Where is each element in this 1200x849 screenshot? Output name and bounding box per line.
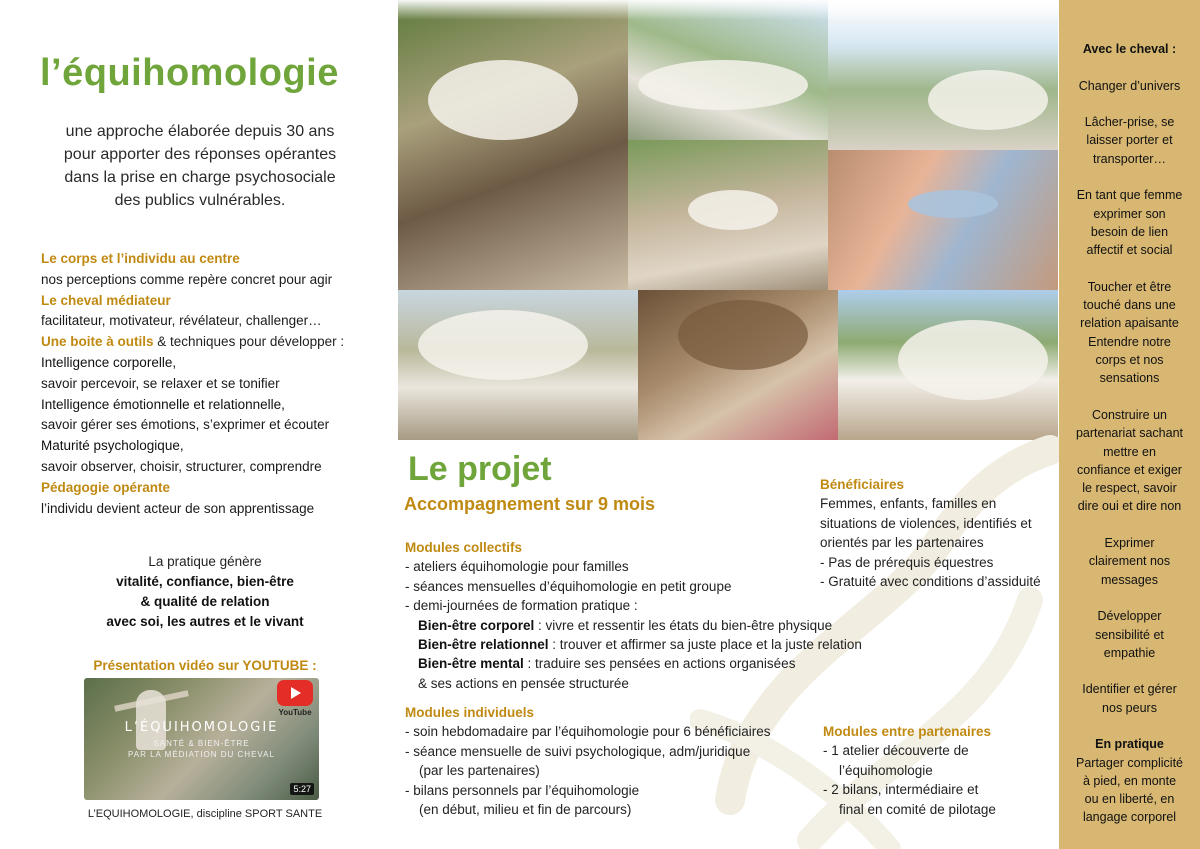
photo-woman-with-horse <box>398 0 628 290</box>
pratique-line: vitalité, confiance, bien-être <box>116 574 294 589</box>
list-item: final en comité de pilotage <box>839 801 996 817</box>
item-text: : trouver et affirmer sa juste place et la juste relation <box>548 637 862 653</box>
photo-group-walking <box>628 140 828 290</box>
sidebar-line: relation apaisante <box>1080 316 1179 331</box>
section-heading: Modules collectifs <box>405 540 523 555</box>
sidebar-line: Toucher et être <box>1087 279 1172 294</box>
sidebar-avec-le-cheval <box>1059 0 1200 849</box>
list-item: & ses actions en pensée structurée <box>418 675 629 691</box>
youtube-label: YouTube <box>278 708 312 717</box>
sidebar-line: messages <box>1101 572 1158 587</box>
sidebar-line: partenariat sachant <box>1075 426 1183 441</box>
list-item: situations de violences, identifiés et <box>820 515 1032 531</box>
list-item: - soin hebdomadaire par l’équihomologie pour 6 bénéficiaires <box>405 724 771 740</box>
sidebar-line: Changer d’univers <box>1078 78 1181 93</box>
sidebar-line: nos peurs <box>1102 700 1157 715</box>
collage-fade <box>398 0 1058 20</box>
photo-collage <box>398 0 1058 440</box>
projet-subtitle: Accompagnement sur 9 mois <box>404 494 656 514</box>
pratique-line: & qualité de relation <box>140 594 270 609</box>
page-title: l’équihomologie <box>40 52 339 94</box>
cheval-heading: Le cheval médiateur <box>41 292 171 308</box>
sidebar-line: exprimer son <box>1093 206 1166 221</box>
sidebar-line: laisser porter et <box>1086 133 1173 148</box>
list-item: - Pas de prérequis équestres <box>820 554 994 570</box>
intro-line: des publics vulnérables. <box>114 192 286 209</box>
modules-individuels <box>405 703 770 819</box>
sidebar-line: ou en liberté, en <box>1084 792 1175 807</box>
sidebar-line: touché dans une <box>1083 298 1176 313</box>
item-bold: Bien-être relationnel <box>418 637 549 653</box>
photo-blindfolded-woman <box>828 150 1058 290</box>
pratique-line: La pratique génère <box>148 554 262 569</box>
sidebar-line: clairement nos <box>1088 554 1171 569</box>
pratique-line: avec soi, les autres et le vivant <box>106 614 304 629</box>
photo-lying-on-horse <box>628 0 828 140</box>
ic-text: savoir percevoir, se relaxer et se tonifier <box>41 375 280 391</box>
principles-list <box>41 249 371 519</box>
youtube-play-icon <box>277 680 313 706</box>
intro-line: dans la prise en charge psychosociale <box>64 169 336 186</box>
sidebar-line: sensibilité et <box>1095 627 1164 642</box>
mp-heading: Maturité psychologique, <box>41 438 184 454</box>
mp-text: savoir observer, choisir, structurer, comprendre <box>41 458 322 474</box>
list-item: - bilans personnels par l’équihomologie <box>405 782 640 798</box>
video-title: L’ÉQUIHOMOLOGIE <box>124 720 279 735</box>
photo-rider-hugging-horse <box>838 290 1058 440</box>
sidebar-content <box>1059 40 1200 827</box>
sidebar-line: Entendre notre <box>1088 334 1171 349</box>
list-item <box>405 635 862 654</box>
boite-heading: Une boite à outils <box>41 334 154 350</box>
ie-text: savoir gérer ses émotions, s’exprimer et écouter <box>41 417 330 433</box>
modules-partenaires <box>823 722 996 819</box>
beneficiaires <box>820 475 1041 591</box>
list-item: Femmes, enfants, familles en <box>820 496 997 512</box>
sidebar-line: sensations <box>1099 371 1160 386</box>
video-duration: 5:27 <box>290 783 314 795</box>
section-heading: Modules entre partenaires <box>823 724 992 739</box>
sidebar-line: transporter… <box>1093 151 1166 166</box>
sidebar-line: En tant que femme <box>1076 188 1183 203</box>
list-item: - 1 atelier découverte de <box>823 743 969 759</box>
list-item: - 2 bilans, intermédiaire et <box>823 782 979 798</box>
sidebar-line: à pied, en monte <box>1082 773 1177 788</box>
list-item: - demi-journées de formation pratique : <box>405 598 638 614</box>
sidebar-line: empathie <box>1103 645 1156 660</box>
item-text: : traduire ses pensées en actions organisées <box>523 656 796 672</box>
video-subtitle-line: PAR LA MÉDIATION DU CHEVAL <box>128 750 275 759</box>
list-item: - séance mensuelle de suivi psychologique, adm/juridique <box>405 743 751 759</box>
list-item: l’équihomologie <box>839 762 933 778</box>
list-item: (en début, milieu et fin de parcours) <box>419 802 632 818</box>
item-bold: Bien-être mental <box>418 656 524 672</box>
modules-collectifs <box>405 538 862 693</box>
youtube-logo[interactable] <box>275 680 315 720</box>
sidebar-line: Exprimer <box>1104 536 1155 551</box>
sidebar-line: affectif et social <box>1086 243 1173 258</box>
ie-heading: Intelligence émotionnelle et relationnelle, <box>41 396 285 412</box>
list-item: (par les partenaires) <box>419 763 540 779</box>
boite-text: & techniques pour développer : <box>153 334 345 350</box>
sidebar-line: Construire un <box>1091 407 1168 422</box>
list-item: - ateliers équihomologie pour familles <box>405 559 629 575</box>
list-item <box>405 616 862 635</box>
section-heading: Modules individuels <box>405 705 535 720</box>
sidebar-line: corps et nos <box>1095 353 1164 368</box>
boite-line <box>41 332 371 353</box>
photo-woman-hugging-horse <box>638 290 838 440</box>
sidebar-line: Partager complicité <box>1076 755 1183 770</box>
cheval-text: facilitateur, motivateur, révélateur, challenger… <box>41 313 322 329</box>
sidebar-line: mettre en <box>1103 444 1156 459</box>
video-label: Présentation vidéo sur YOUTUBE : <box>93 658 317 673</box>
list-item: orientés par les partenaires <box>820 535 984 551</box>
item-text: : vivre et ressentir les états du bien-être physique <box>534 617 833 633</box>
intro-line: une approche élaborée depuis 30 ans <box>65 123 335 140</box>
corps-text: nos perceptions comme repère concret pour agir <box>41 271 333 287</box>
sidebar-line: Lâcher-prise, se <box>1084 115 1175 130</box>
sidebar-line: Développer <box>1097 609 1162 624</box>
ped-heading: Pédagogie opérante <box>41 479 171 495</box>
sidebar-pratique-heading: En pratique <box>1095 737 1164 752</box>
projet-title: Le projet <box>408 450 552 488</box>
video-subtitle <box>84 738 319 760</box>
sidebar-line: confiance et exiger <box>1077 462 1182 477</box>
ic-heading: Intelligence corporelle, <box>41 354 177 370</box>
sidebar-line: besoin de lien <box>1090 224 1169 239</box>
sidebar-line: le respect, savoir <box>1082 481 1177 496</box>
sidebar-line: dire oui et dire non <box>1077 499 1182 514</box>
list-item: - séances mensuelles d’équihomologie en petit groupe <box>405 578 732 594</box>
ped-text: l’individu devient acteur de son apprentissage <box>41 500 315 516</box>
corps-heading: Le corps et l’individu au centre <box>41 251 240 266</box>
intro-text <box>40 120 360 212</box>
sidebar-line: langage corporel <box>1082 810 1177 825</box>
video-subtitle-line: SANTÉ & BIEN-ÊTRE <box>153 739 250 748</box>
pratique-block <box>60 552 350 632</box>
video-caption: L’EQUIHOMOLOGIE, discipline SPORT SANTE <box>87 808 323 820</box>
list-item: - Gratuité avec conditions d’assiduité <box>820 574 1041 590</box>
sidebar-line: Identifier et gérer <box>1082 682 1177 697</box>
list-item <box>405 654 862 673</box>
photo-horse-and-child <box>398 290 638 440</box>
item-bold: Bien-être corporel <box>418 617 535 633</box>
section-heading: Bénéficiaires <box>820 477 905 492</box>
sidebar-heading: Avec le cheval : <box>1082 42 1177 56</box>
intro-line: pour apporter des réponses opérantes <box>63 146 337 163</box>
photo-child-vaulting <box>828 0 1058 150</box>
